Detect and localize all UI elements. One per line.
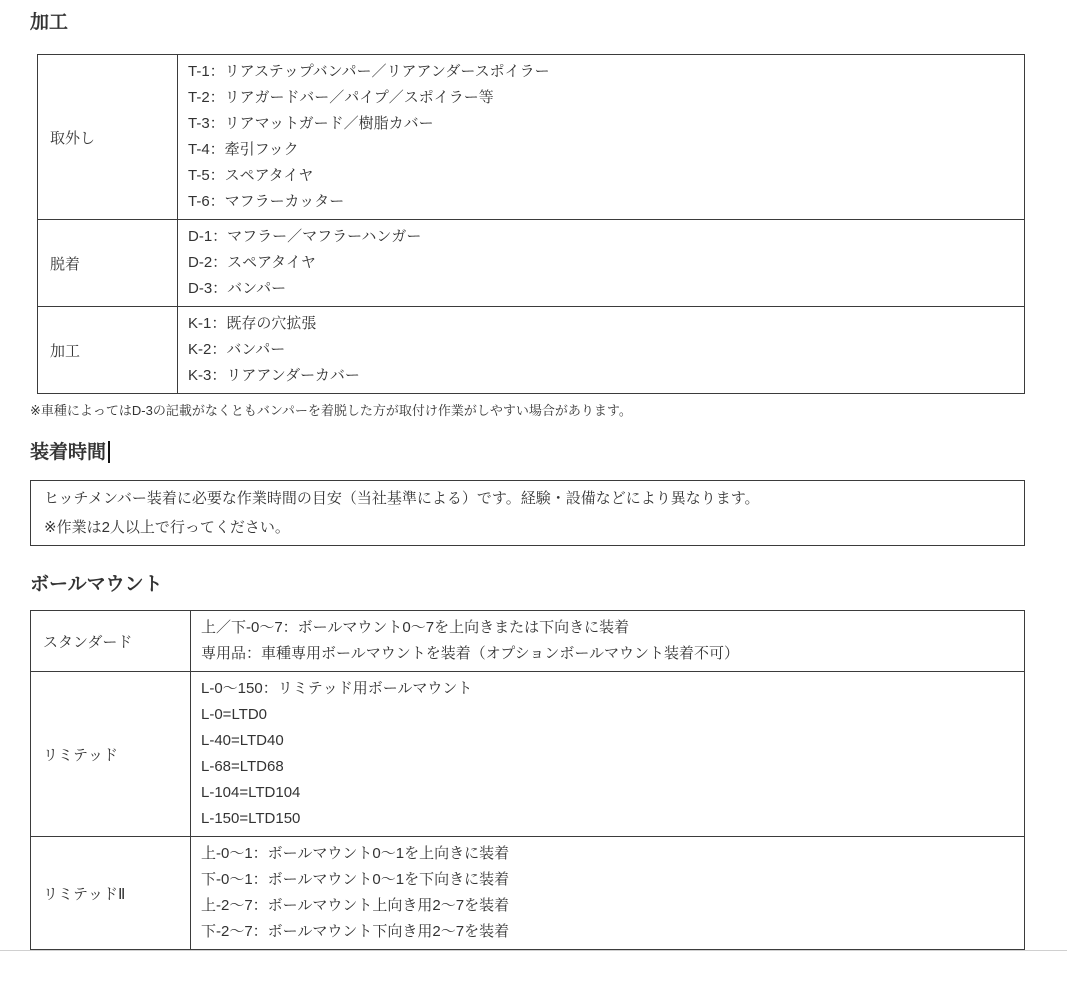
cell-line: 上／下-0～7：ボールマウント0～7を上向きまたは下向きに装着 bbox=[201, 619, 630, 636]
cell-line: L-0～150：リミテッド用ボールマウント bbox=[201, 680, 473, 697]
cell-line: L-104=LTD104 bbox=[201, 784, 301, 801]
section-heading-ball-mount: ボールマウント bbox=[30, 574, 163, 595]
ball-mount-table bbox=[30, 610, 1025, 950]
processing-table bbox=[37, 54, 1025, 394]
cell-line: T-4：牽引フック bbox=[188, 141, 299, 158]
cell-line: T-5：スペアタイヤ bbox=[188, 167, 314, 184]
cell-line: 専用品：車種専用ボールマウントを装着（オプションボールマウント装着不可） bbox=[201, 645, 740, 662]
row-content bbox=[191, 837, 1025, 950]
row-content bbox=[191, 672, 1025, 837]
cell-line: L-0=LTD0 bbox=[201, 706, 268, 723]
cell-line: 下-0～1：ボールマウント0～1を下向きに装着 bbox=[201, 871, 510, 888]
row-content bbox=[178, 55, 1025, 220]
row-content bbox=[178, 307, 1025, 394]
cell-line: L-40=LTD40 bbox=[201, 732, 284, 749]
section-heading-processing: 加工 bbox=[30, 12, 69, 33]
cell-line: K-2：バンパー bbox=[188, 341, 286, 358]
row-label: 取外し bbox=[38, 55, 178, 220]
cell-line: D-3：バンパー bbox=[188, 280, 287, 297]
table-row bbox=[31, 611, 1025, 672]
table-row bbox=[31, 672, 1025, 837]
cell-line: 上-0～1：ボールマウント0～1を上向きに装着 bbox=[201, 845, 510, 862]
cell-line: K-1：既存の穴拡張 bbox=[188, 315, 317, 332]
row-content bbox=[178, 220, 1025, 307]
row-label: 脱着 bbox=[38, 220, 178, 307]
row-label: リミテッド bbox=[31, 672, 191, 837]
note-box-line: ※作業は2人以上で行ってください。 bbox=[44, 519, 290, 536]
table-row bbox=[38, 55, 1025, 220]
cell-line: T-3：リアマットガード／樹脂カバー bbox=[188, 115, 434, 132]
row-content bbox=[191, 611, 1025, 672]
cell-line: L-68=LTD68 bbox=[201, 758, 284, 775]
cell-line: T-1：リアステップバンパー／リアアンダースポイラー bbox=[188, 63, 550, 80]
text-cursor bbox=[108, 441, 110, 463]
cell-line: K-3：リアアンダーカバー bbox=[188, 367, 360, 384]
bottom-divider bbox=[0, 950, 1067, 951]
installation-time-heading-text: 装着時間 bbox=[30, 442, 107, 463]
cell-line: L-150=LTD150 bbox=[201, 810, 301, 827]
table-row bbox=[38, 307, 1025, 394]
installation-time-note-box bbox=[30, 480, 1025, 546]
table-row bbox=[31, 837, 1025, 950]
row-label: リミテッドⅡ bbox=[31, 837, 191, 950]
cell-line: T-2：リアガードバー／パイプ／スポイラー等 bbox=[188, 89, 494, 106]
section-heading-installation-time[interactable] bbox=[30, 441, 1067, 464]
processing-note: ※車種によってはD-3の記載がなくともバンパーを着脱した方が取付け作業がしやすい場合があります。 bbox=[30, 403, 632, 418]
cell-line: 上-2～7：ボールマウント上向き用2～7を装着 bbox=[201, 897, 510, 914]
row-label: スタンダード bbox=[31, 611, 191, 672]
cell-line: D-2：スペアタイヤ bbox=[188, 254, 316, 271]
cell-line: T-6：マフラーカッター bbox=[188, 193, 345, 210]
note-box-line: ヒッチメンバー装着に必要な作業時間の目安（当社基準による）です。経験・設備などにより異なります。 bbox=[44, 490, 760, 507]
row-label: 加工 bbox=[38, 307, 178, 394]
cell-line: D-1：マフラー／マフラーハンガー bbox=[188, 228, 422, 245]
cell-line: 下-2～7：ボールマウント下向き用2～7を装着 bbox=[201, 923, 510, 940]
table-row bbox=[38, 220, 1025, 307]
